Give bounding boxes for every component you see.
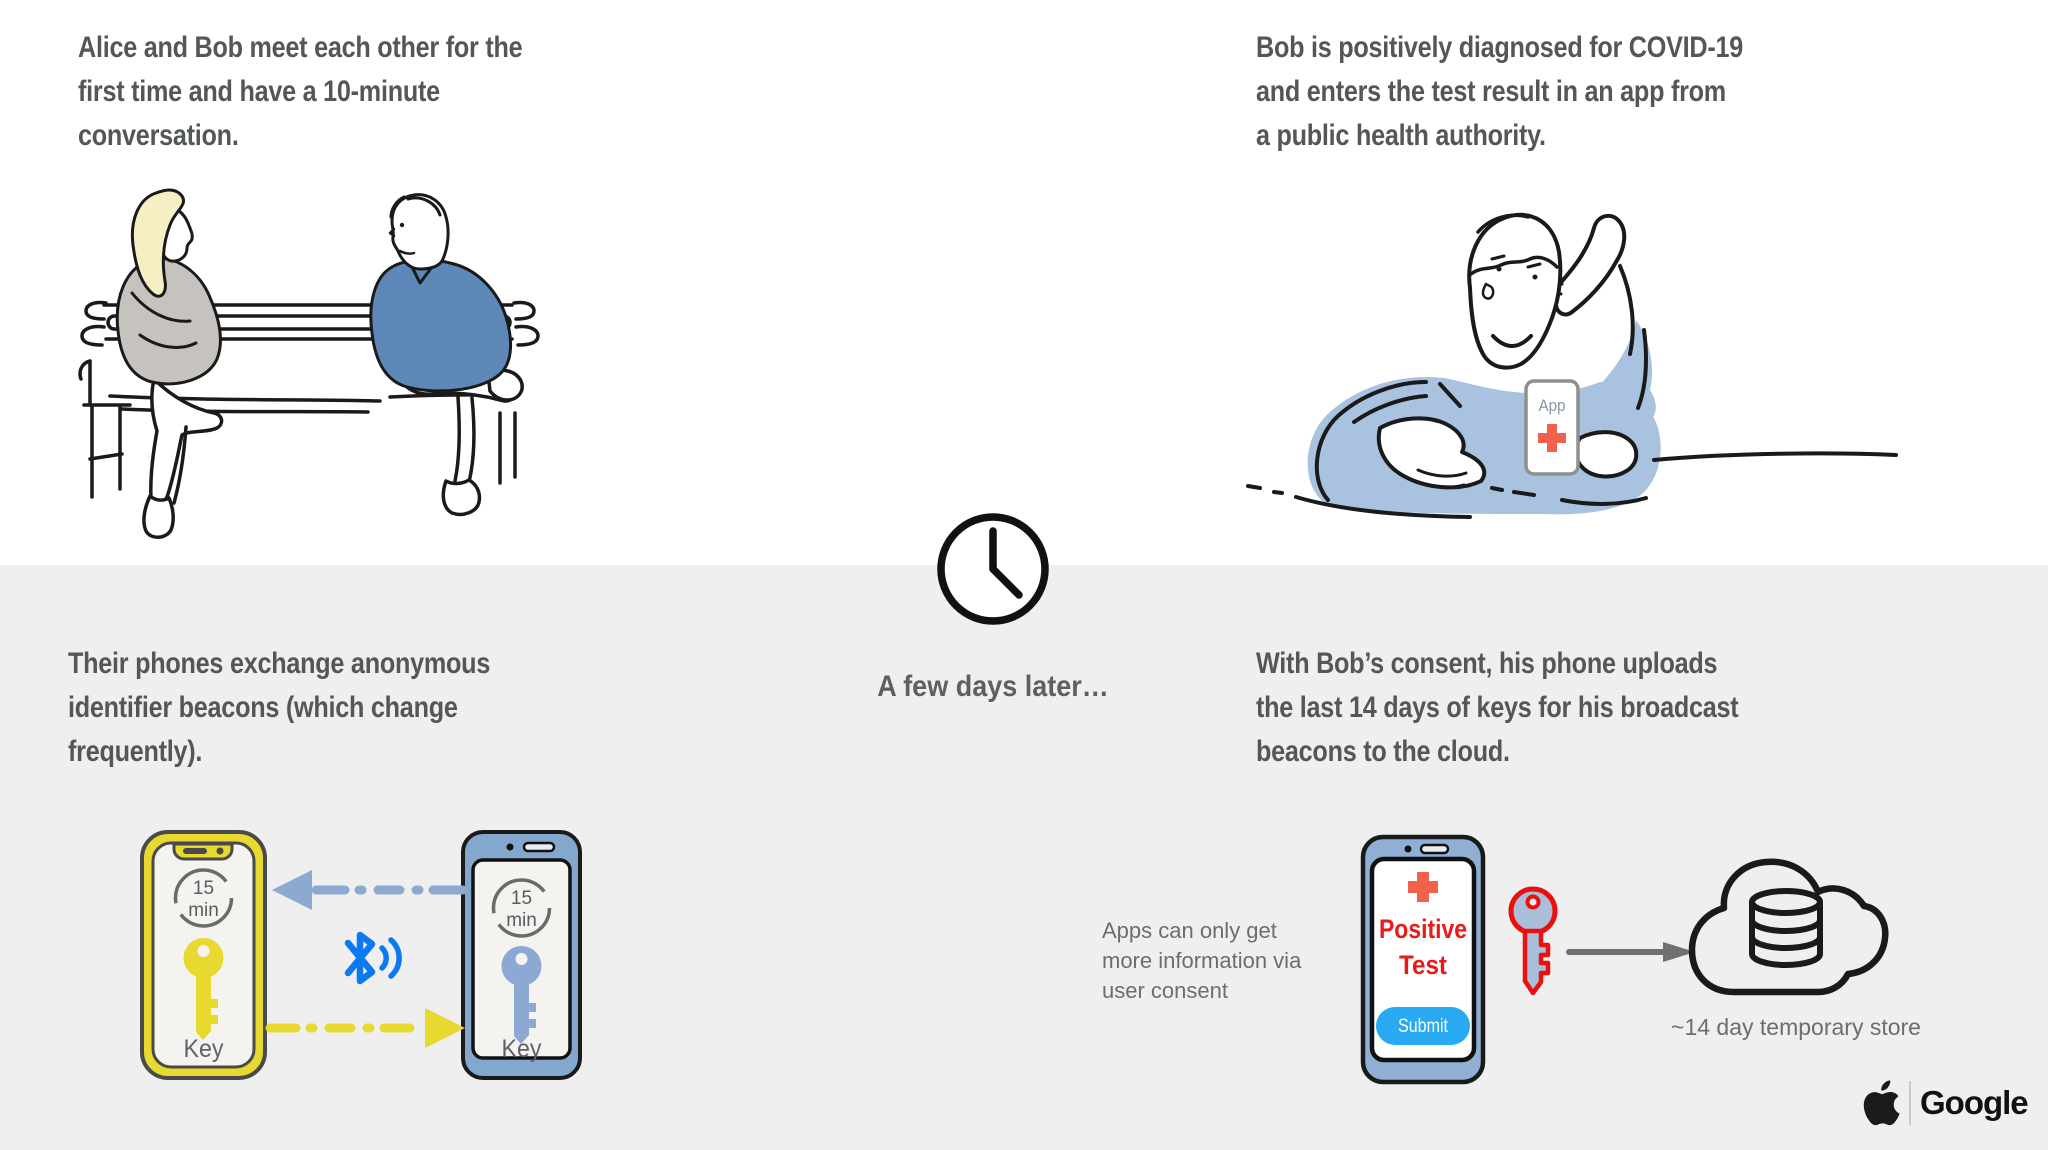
beacon-arrow-to-alice	[272, 870, 463, 910]
bob-phone	[463, 832, 580, 1078]
bob-eye-left	[1497, 267, 1502, 272]
submit-button	[1376, 1007, 1470, 1045]
exchange-heading	[68, 642, 490, 774]
exchange-heading-line3: frequently).	[68, 735, 203, 768]
bob-diagnosis-illustration	[1230, 170, 1910, 560]
consent-note-line1: Apps can only get	[1102, 918, 1277, 943]
consent-note	[1102, 916, 1301, 1006]
consent-note-line2: more information via	[1102, 948, 1302, 973]
key-label: Key	[183, 1035, 224, 1063]
consent-note-line3: user consent	[1102, 978, 1228, 1003]
upload-arrow-icon	[1565, 940, 1697, 964]
alice-phone	[142, 832, 265, 1078]
upload-heading-line1: With Bob’s consent, his phone uploads	[1256, 647, 1718, 680]
bob-eye-right	[1533, 275, 1538, 280]
meet-heading-line2: first time and have a 10-minute	[78, 75, 440, 108]
meet-heading	[78, 26, 522, 158]
camera-icon	[217, 848, 224, 855]
google-wordmark: Google	[1920, 1084, 2028, 1121]
cloud-storage-icon	[1682, 850, 1892, 1000]
bluetooth-icon	[348, 935, 399, 981]
upload-heading	[1256, 642, 1738, 774]
positive-test-line1: Positive	[1379, 914, 1467, 944]
cloud-caption: ~14 day temporary store	[1671, 1014, 1921, 1040]
submit-label: Submit	[1398, 1016, 1449, 1037]
diagnosis-heading-line3: a public health authority.	[1256, 119, 1546, 152]
diagnosis-heading-line1: Bob is positively diagnosed for COVID-19	[1256, 31, 1744, 64]
camera-icon	[507, 844, 514, 851]
apple-logo-icon	[1862, 1080, 1900, 1126]
divider-caption: A few days later…	[877, 670, 1109, 703]
timer-value: 15	[192, 878, 215, 899]
positive-test-phone	[1360, 834, 1486, 1085]
beacon-arrow-to-bob	[270, 1008, 465, 1048]
upload-heading-line3: beacons to the cloud.	[1256, 735, 1510, 768]
exchange-heading-line1: Their phones exchange anonymous	[68, 647, 491, 680]
beacon-exchange-illustration	[120, 810, 620, 1100]
speaker-icon	[524, 843, 554, 851]
app-label: App	[1538, 396, 1566, 415]
brand-lockup	[1862, 1080, 2028, 1126]
timer-unit: min	[506, 910, 537, 931]
timer-unit: min	[188, 900, 219, 921]
meet-heading-line3: conversation.	[78, 119, 239, 152]
positive-test-line2: Test	[1399, 950, 1448, 980]
key-label: Key	[501, 1035, 542, 1063]
red-key-icon	[1502, 884, 1564, 1002]
alice-figure	[117, 190, 221, 537]
timer-value: 15	[510, 888, 533, 909]
diagnosis-heading	[1256, 26, 1743, 158]
speaker-icon	[1421, 845, 1448, 853]
brand-divider	[1909, 1081, 1911, 1125]
meet-heading-line1: Alice and Bob meet each other for the	[78, 31, 523, 64]
speaker-icon	[183, 848, 207, 854]
upload-heading-line2: the last 14 days of keys for his broadcast	[1256, 691, 1739, 724]
diagnosis-heading-line2: and enters the test result in an app from	[1256, 75, 1726, 108]
camera-icon	[1405, 846, 1412, 853]
health-app-phone-icon	[1526, 381, 1578, 474]
exchange-heading-line2: identifier beacons (which change	[68, 691, 458, 724]
database-icon	[1752, 891, 1820, 965]
alice-bob-bench-illustration	[60, 165, 660, 565]
clock-icon	[933, 509, 1053, 629]
